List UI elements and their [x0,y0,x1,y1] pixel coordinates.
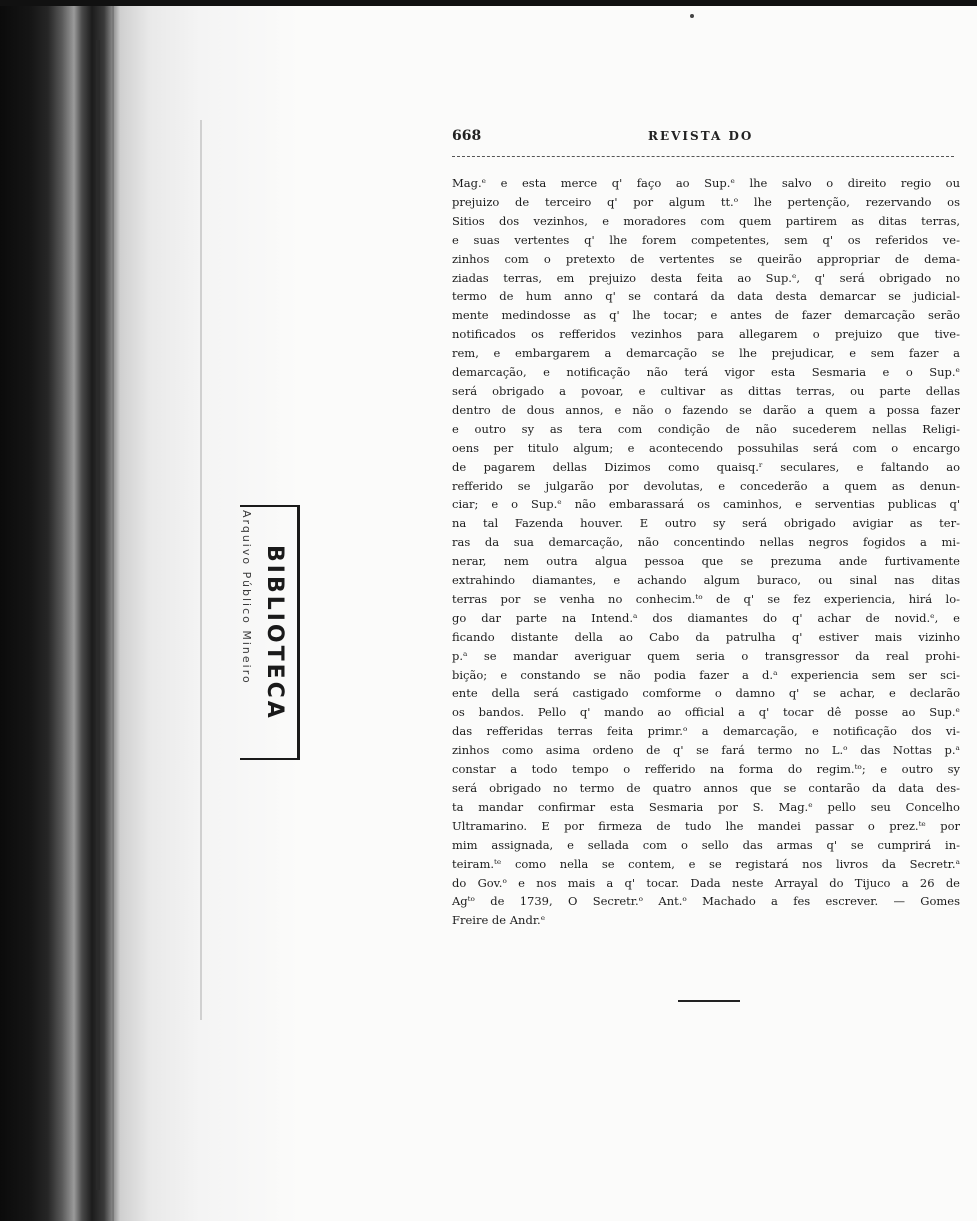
text-line: de pagarem dellas Dizimos como quaisq.ʳ seculares, e faltando ao [452,459,960,474]
text-line: do Gov.ᵒ e nos mais a q' tocar. Dada neste Arrayal do Tijuco a 26 de [452,875,960,890]
text-line: zinhos como asima ordeno de q' se fará termo no L.ᵒ das Nottas p.ᵃ [452,743,960,758]
text-line: Sitios dos vezinhos, e moradores com quem partirem as ditas terras, [452,213,960,228]
binding-edge [112,0,114,1221]
text-line: mente medindosse as q' lhe tocar; e antes de fazer demarcação serão [452,308,960,323]
text-line: p.ᵃ se mandar averiguar quem seria o transgressor da real prohi- [452,648,960,663]
text-line: rem, e embargarem a demarcação se lhe prejudicar, e sem fazer a [452,346,960,361]
text-line: dentro de dous annos, e não o fazendo se darão a quem a possa fazer [452,402,960,417]
text-line: ciar; e o Sup.ᵉ não embarassará os caminhos, e serventias publicas q' [452,497,960,512]
library-stamp-title: BIBLIOTECA [262,545,287,721]
text-line: teiram.ᵗᵉ como nella se contem, e se registará nos livros da Secretr.ᵃ [452,856,960,871]
text-line: constar a todo tempo o refferido na forma do regim.ᵗᵒ; e outro sy [452,762,960,777]
text-line: mim assignada, e sellada com o sello das armas q' se cumprirá in- [452,837,960,852]
text-line: e outro sy as tera com condição de não sucederem nellas Religi- [452,421,960,436]
text-line: extrahindo diamantes, e achando algum buraco, ou sinal nas ditas [452,573,960,588]
text-line: será obrigado a povoar, e cultivar as dittas terras, ou parte dellas [452,383,960,398]
text-line: ente della será castigado comforme o damno q' se achar, e declarão [452,686,960,701]
page-number: 668 [452,128,482,144]
text-line: demarcação, e notificação não terá vigor esta Sesmaria e o Sup.ᵉ [452,365,960,380]
running-head: REVISTA DO [648,129,754,143]
ink-dot [690,14,694,18]
closing-rule [678,1000,740,1002]
text-line: das refferidas terras feita primr.ᵒ a demarcação, e notificação dos vi- [452,724,960,739]
text-line: notificados os refferidos vezinhos para allegarem o prejuizo que tive- [452,327,960,342]
text-line: prejuizo de terceiro q' por algum tt.ᵒ lhe pertenção, rezervando os [452,194,960,209]
text-line: ficando distante della ao Cabo da patrulha q' estiver mais vizinho [452,629,960,644]
text-line: nerar, nem outra algua pessoa que se prezuma ande furtivamente [452,554,960,569]
text-line: Mag.ᵉ e esta merce q' faço ao Sup.ᵉ lhe salvo o direito regio ou [452,176,960,190]
text-line: bição; e constando se não podia fazer a d.ᵃ experiencia sem ser sci- [452,667,960,682]
body-text [452,174,960,930]
text-line: refferido se julgarão por devolutas, e concederão a quem as denun- [452,478,960,493]
text-line: Freire de Andr.ᵉ [452,913,546,928]
binding-crease [96,40,100,1190]
text-line: será obrigado no termo de quatro annos que se contarão da data des- [452,781,960,795]
header-rule [452,156,954,157]
text-line: ras da sua demarcação, não concentindo nellas negros fogidos a mi- [452,535,960,550]
text-line: zinhos com o pretexto de vertentes se queirão appropriar de dema- [452,251,960,266]
text-line: na tal Fazenda houver. E outro sy será obrigado avigiar as ter- [452,516,960,531]
text-line: oens per titulo algum; e acontecendo possuhilas será com o encargo [452,440,960,455]
text-line: termo de hum anno q' se contará da data desta demarcar se judicial- [452,289,960,304]
text-line: e suas vertentes q' lhe forem competentes, sem q' os referidos ve- [452,232,960,247]
text-line: ziadas terras, em prejuizo desta feita ao Sup.ᵉ, q' será obrigado no [452,270,960,285]
text-line: go dar parte na Intend.ᵃ dos diamantes do q' achar de novid.ᵉ, e [452,610,960,625]
text-line: os bandos. Pello q' mando ao official a q' tocar dê posse ao Sup.ᵉ [452,705,960,720]
page-header [452,128,952,152]
library-stamp-subtitle: Arquivo Público Mineiro [240,510,253,685]
binding-fold [200,120,202,1020]
text-line: ta mandar confirmar esta Sesmaria por S. Mag.ᵉ pello seu Concelho [452,799,960,814]
text-line: Agᵗᵒ de 1739, O Secretr.ᵒ Ant.ᵒ Machado a fes escrever. — Gomes [452,894,960,909]
page-top-edge [0,0,977,6]
text-line: Ultramarino. E por firmeza de tudo lhe mandei passar o prez.ᵗᵉ por [452,818,960,833]
text-line: terras por se venha no conhecim.ᵗᵒ de q' se fez experiencia, hirá lo- [452,591,960,606]
